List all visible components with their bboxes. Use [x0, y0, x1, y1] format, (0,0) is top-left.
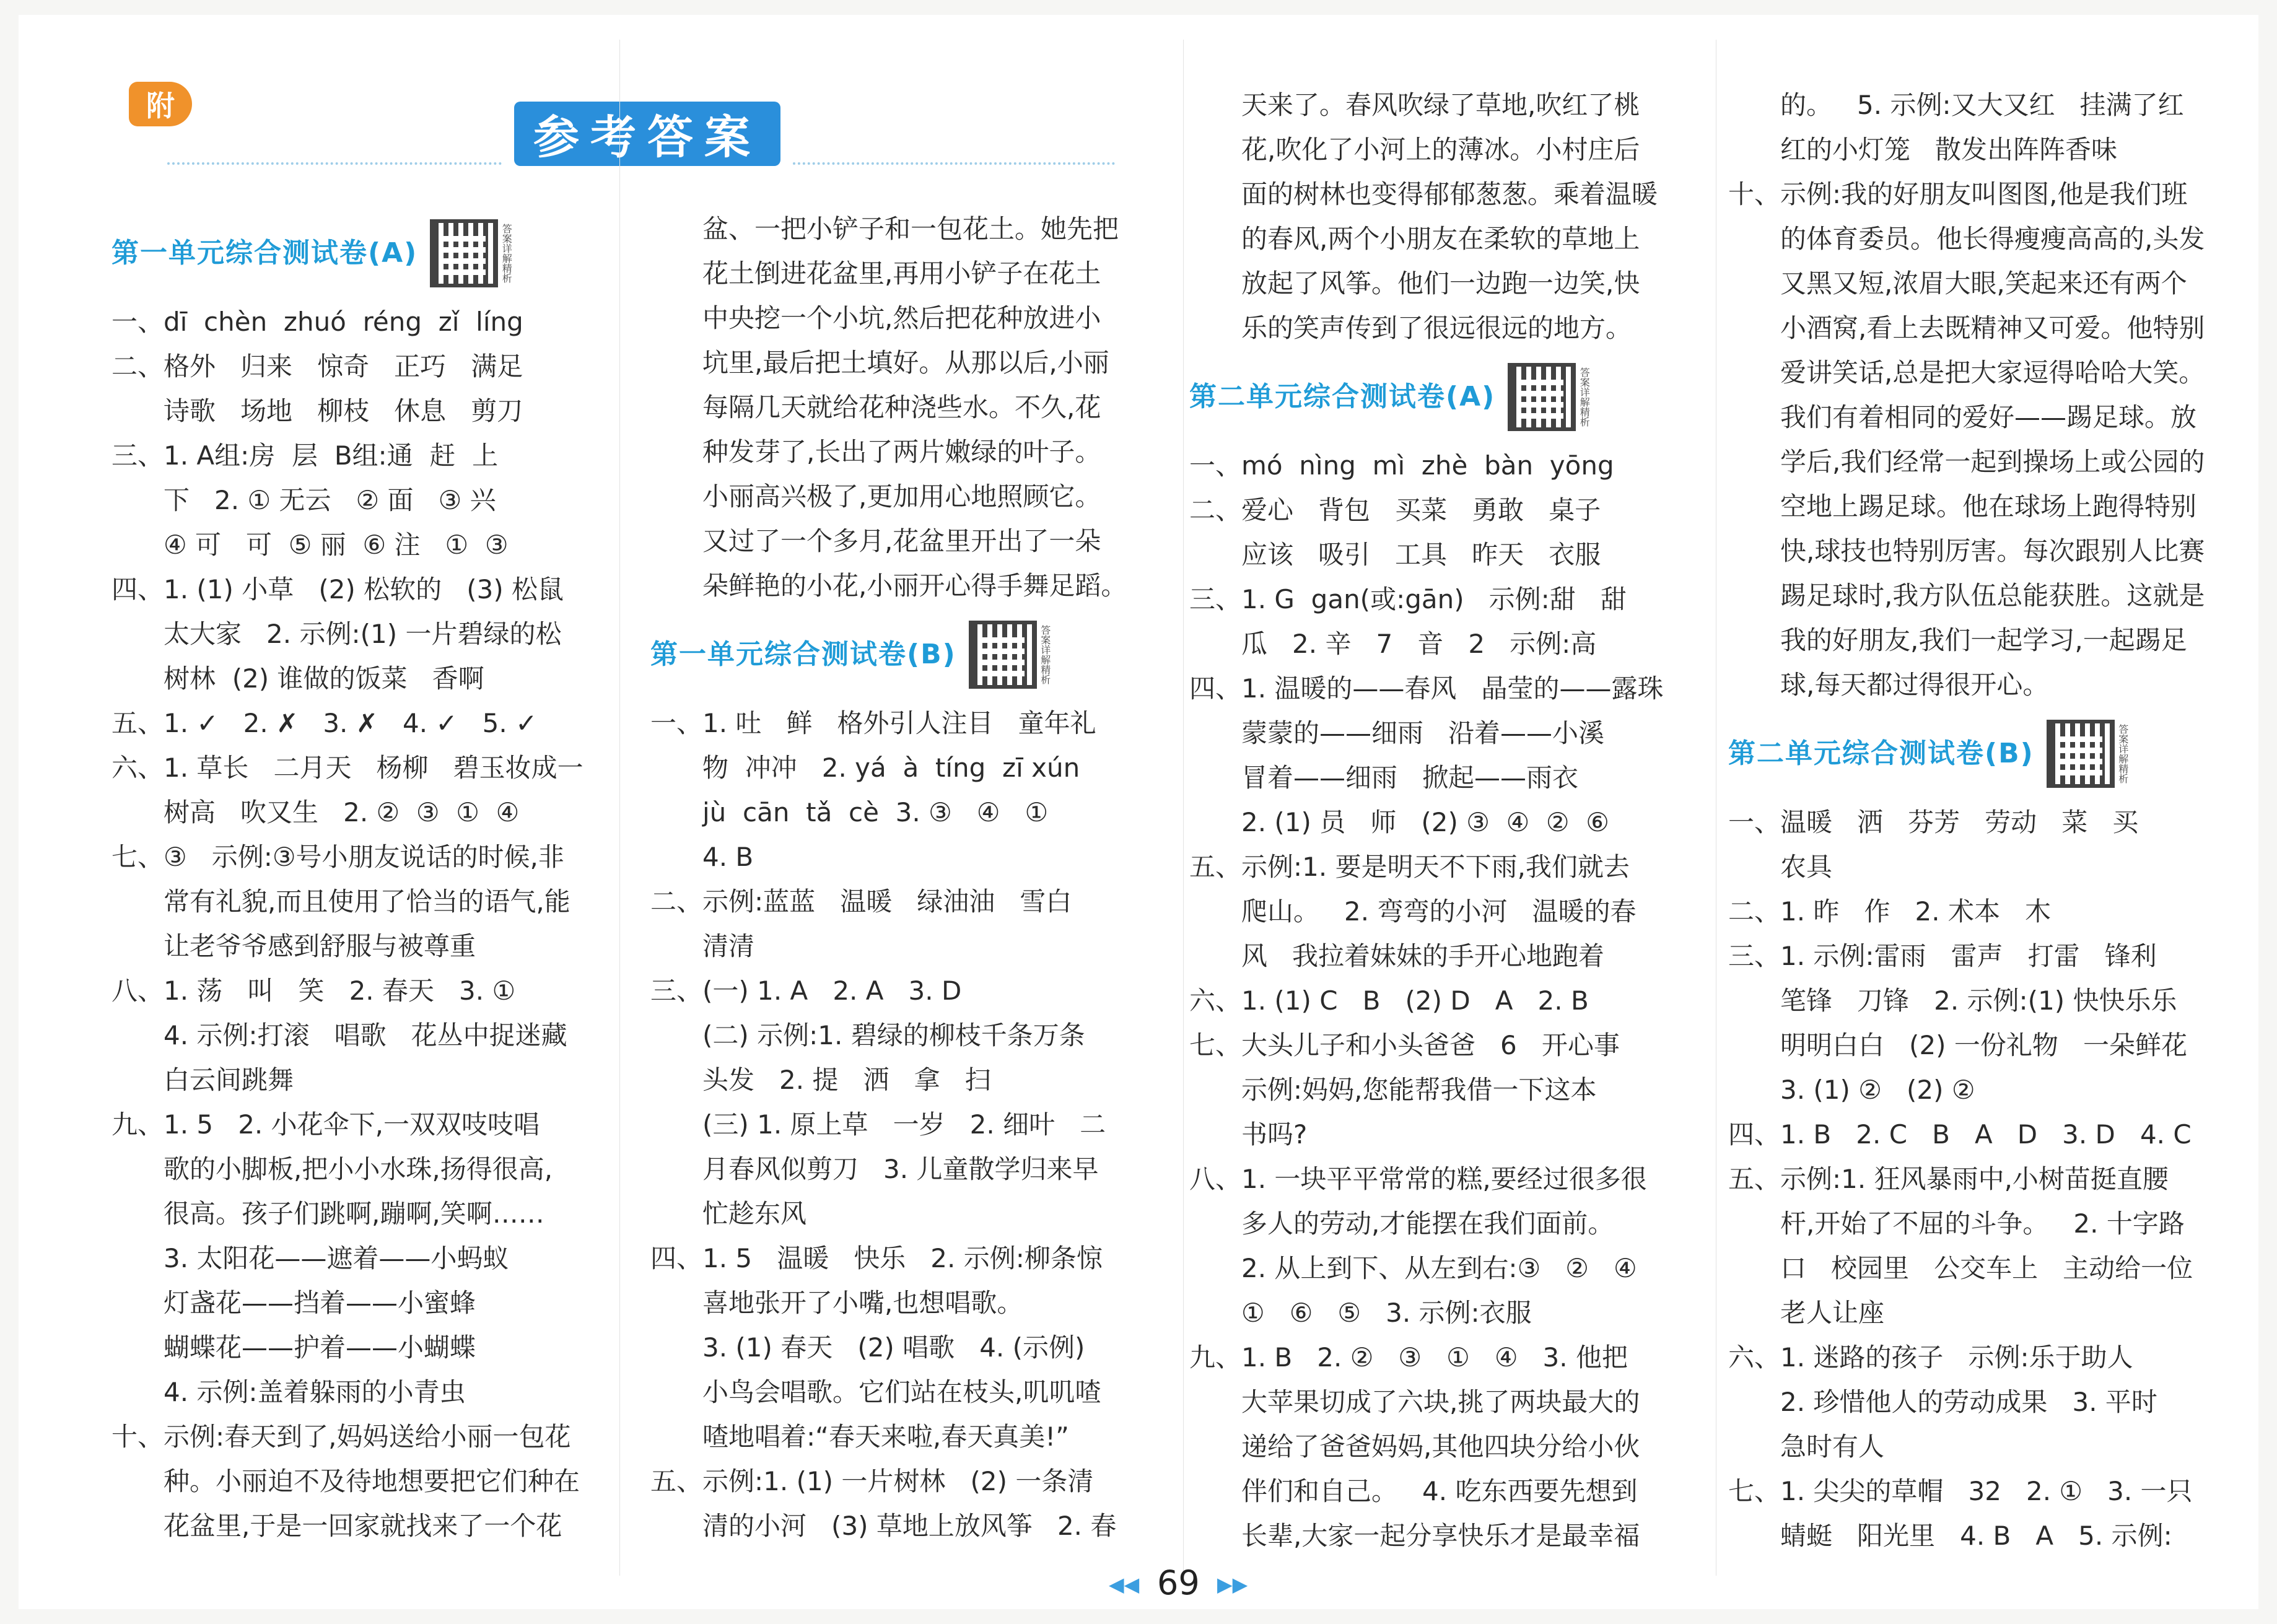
qr-code-tag: 答案详解精析 [2117, 724, 2129, 784]
answer-line: 头发 2. 提 洒 拿 扫 [702, 1065, 991, 1095]
answer-line: 应该 吸引 工具 昨天 衣服 [1241, 539, 1601, 570]
answer-line: ④ 可 可 ⑤ 丽 ⑥ 注 ① ③ [164, 530, 509, 560]
answer-line: 老人让座 [1780, 1298, 1885, 1328]
section-title: 第二单元综合测试卷(A) [1189, 381, 1496, 413]
answer-line: 树林 (2) 谁做的饭菜 香啊 [164, 663, 484, 694]
answer-line: 七、大头儿子和小头爸爸 6 开心事 [1189, 1030, 1620, 1060]
title-divider-right [793, 162, 1115, 165]
answer-line: 示例:妈妈,您能帮我借一下这本 [1241, 1075, 1597, 1105]
qr-code-tag: 答案详解精析 [1039, 625, 1051, 684]
answer-line: jù cān tǎ cè 3. ③ ④ ① [702, 797, 1049, 827]
answer-line: 朵鲜艳的小花,小丽开心得手舞足蹈。 [702, 570, 1127, 601]
qr-code-icon[interactable] [1508, 363, 1576, 431]
answer-line: 一、1. 吐 鲜 格外引人注目 童年礼 [650, 708, 1096, 738]
answer-column-4 [1728, 83, 2249, 1558]
answer-line: 清清 [702, 931, 755, 961]
answer-line: 让老爷爷感到舒服与被尊重 [164, 931, 476, 961]
answer-line: 书吗? [1241, 1119, 1308, 1150]
answer-line: 物 冲冲 2. yá à tíng zī xún [702, 753, 1080, 783]
answer-line: 笔锋 刀锋 2. 示例:(1) 快快乐乐 [1780, 985, 2177, 1016]
answer-line: 口 校园里 公交车上 主动给一位 [1780, 1253, 2193, 1283]
answer-line: 蒙蒙的——细雨 沿着——小溪 [1241, 718, 1605, 748]
answer-line: 下 2. ① 无云 ② 面 ③ 兴 [164, 485, 496, 515]
answer-line: 种。小丽迫不及待地想要把它们种在 [164, 1466, 580, 1496]
answer-line: 每隔几天就给花种浇些水。不久,花 [702, 392, 1101, 422]
answer-line: 空地上踢足球。他在球场上跑得特别 [1780, 491, 2197, 522]
answer-line: 树高 吹又生 2. ② ③ ① ④ [164, 797, 520, 827]
section-heading [650, 608, 1171, 701]
answer-line: 八、1. 荡 叫 笑 2. 春天 3. ① [111, 976, 516, 1006]
answer-line: 十、示例:春天到了,妈妈送给小丽一包花 [111, 1421, 571, 1452]
section-heading [1728, 707, 2249, 800]
answer-line: 4. B [702, 842, 754, 872]
answer-line: 小酒窝,看上去既精神又可爱。他特别 [1780, 313, 2205, 343]
answer-line: 球,每天都过得很开心。 [1780, 670, 2049, 700]
section-heading [1189, 351, 1710, 443]
answer-line: 歌的小脚板,把小小水珠,扬得很高, [164, 1154, 553, 1184]
answer-line: 中央挖一个小坑,然后把花种放进小 [702, 303, 1101, 333]
answer-line: 二、格外 归来 惊奇 正巧 满足 [111, 351, 523, 382]
title-divider-left [167, 162, 502, 165]
section-title: 第二单元综合测试卷(B) [1728, 738, 2034, 769]
answer-line: 二、示例:蓝蓝 温暖 绿油油 雪白 [650, 886, 1072, 917]
answer-line: 2. (1) 员 师 (2) ③ ④ ② ⑥ [1241, 807, 1609, 837]
answer-line: 五、示例:1. 要是明天不下雨,我们就去 [1189, 852, 1630, 882]
answer-line: 四、1. 温暖的——春风 晶莹的——露珠 [1189, 673, 1664, 704]
answer-line: 小丽高兴极了,更加用心地照顾它。 [702, 481, 1101, 512]
page-title: 参考答案 [514, 102, 780, 166]
answer-line: 一、温暖 洒 芬芳 劳动 菜 买 [1728, 807, 2139, 837]
answer-line: 花盆里,于是一回家就找来了一个花 [164, 1511, 562, 1541]
answer-line: 五、示例:1. 狂风暴雨中,小树苗挺直腰 [1728, 1164, 2169, 1194]
answer-line: 放起了风筝。他们一边跑一边笑,快 [1241, 268, 1640, 299]
qr-code-icon[interactable] [2047, 720, 2115, 788]
answer-line: 天来了。春风吹绿了草地,吹红了桃 [1241, 90, 1640, 120]
answer-line: 3. (1) 春天 (2) 唱歌 4. (示例) [702, 1332, 1085, 1363]
answer-line: 很高。孩子们跳啊,蹦啊,笑啊…… [164, 1198, 544, 1229]
answer-line: 学后,我们经常一起到操场上或公园的 [1780, 447, 2205, 477]
answer-line: 灯盏花——挡着——小蜜蜂 [164, 1288, 476, 1318]
qr-code-icon[interactable] [969, 621, 1037, 689]
answer-line: 五、示例:1. (1) 一片树林 (2) 一条清 [650, 1466, 1094, 1496]
answer-line: 清的小河 (3) 草地上放风筝 2. 春 [702, 1511, 1117, 1541]
answer-line: 急时有人 [1780, 1431, 1885, 1462]
answer-line: 2. 从上到下、从左到右:③ ② ④ [1241, 1253, 1637, 1283]
answer-line: 三、1. 示例:雷雨 雷声 打雷 锋利 [1728, 941, 2157, 971]
answer-line: 八、1. 一块平平常常的糕,要经过很多很 [1189, 1164, 1647, 1194]
answer-line: 大苹果切成了六块,挑了两块最大的 [1241, 1387, 1640, 1417]
answer-line: 杆,开始了不屈的斗争。 2. 十字路 [1780, 1208, 2185, 1239]
section-heading [111, 207, 632, 300]
answer-line: 三、1. A组:房 层 B组:通 赶 上 [111, 440, 499, 471]
answer-line: 花,吹化了小河上的薄冰。小村庄后 [1241, 134, 1640, 165]
answer-line: 我们有着相同的爱好——踢足球。放 [1780, 402, 2197, 432]
section-title: 第一单元综合测试卷(A) [111, 237, 418, 269]
answer-line: 四、1. 5 温暖 快乐 2. 示例:柳条惊 [650, 1243, 1103, 1273]
answer-line: 递给了爸爸妈妈,其他四块分给小伙 [1241, 1431, 1640, 1462]
column-separator [1183, 40, 1184, 1576]
qr-code-icon[interactable] [430, 219, 498, 287]
answer-line: 一、mó nìng mì zhè bàn yōng [1189, 450, 1614, 481]
answer-line: 伴们和自己。 4. 吃东西要先想到 [1241, 1476, 1638, 1506]
answer-line: 踢足球时,我方队伍总能获胜。这就是 [1780, 580, 2205, 611]
answer-line: 长辈,大家一起分享快乐才是最幸福 [1241, 1521, 1640, 1551]
answer-line: 3. 太阳花——遮着——小蚂蚁 [164, 1243, 509, 1273]
answer-line: 的。 5. 示例:又大又红 挂满了红 [1780, 90, 2184, 120]
answer-line: 小鸟会唱歌。它们站在枝头,叽叽喳 [702, 1377, 1101, 1407]
answer-column-3 [1189, 83, 1710, 1558]
answer-line: 四、1. B 2. C B A D 3. D 4. C [1728, 1119, 2192, 1150]
answer-line: 蜻蜓 阳光里 4. B A 5. 示例: [1780, 1521, 2172, 1551]
answer-column-1 [111, 207, 632, 1548]
answer-line: 又过了一个多月,花盆里开出了一朵 [702, 526, 1101, 556]
answer-line: 三、(一) 1. A 2. A 3. D [650, 976, 962, 1006]
answer-line: 3. (1) ② (2) ② [1780, 1075, 1975, 1105]
answer-line: 农具 [1780, 852, 1833, 882]
answer-line: 七、③ 示例:③号小朋友说话的时候,非 [111, 842, 564, 872]
answer-line: 七、1. 尖尖的草帽 32 2. ① 3. 一只 [1728, 1476, 2193, 1506]
answer-line: 十、示例:我的好朋友叫图图,他是我们班 [1728, 179, 2188, 209]
answer-line: 瓜 2. 辛 7 音 2 示例:高 [1241, 629, 1597, 659]
qr-code-tag: 答案详解精析 [500, 224, 513, 283]
answer-line: 六、1. (1) C B (2) D A 2. B [1189, 985, 1589, 1016]
answer-line: 的春风,两个小朋友在柔软的草地上 [1241, 224, 1640, 254]
answer-line: 红的小灯笼 散发出阵阵香味 [1780, 134, 2118, 165]
answer-line: 二、爱心 背包 买菜 勇敢 桌子 [1189, 495, 1601, 525]
answer-line: 爱讲笑话,总是把大家逗得哈哈大笑。 [1780, 357, 2205, 388]
answer-line: 快,球技也特别厉害。每次跟别人比赛 [1780, 536, 2205, 566]
answer-line: 乐的笑声传到了很远很远的地方。 [1241, 313, 1632, 343]
answer-line: 蝴蝶花——护着——小蝴蝶 [164, 1332, 476, 1363]
page-number: 69 [1157, 1563, 1200, 1602]
answer-line: 多人的劳动,才能摆在我们面前。 [1241, 1208, 1614, 1239]
answer-page [19, 15, 2258, 1609]
next-page-arrow-icon[interactable]: ▶▶ [1217, 1573, 1248, 1596]
answer-line: 九、1. 5 2. 小花伞下,一双双吱吱唱 [111, 1109, 540, 1140]
answer-line: 花土倒进花盆里,再用小铲子在花土 [702, 258, 1101, 289]
answer-line: (三) 1. 原上草 一岁 2. 细叶 二 [702, 1109, 1106, 1140]
answer-line: 二、1. 昨 作 2. 术本 木 [1728, 896, 2052, 927]
answer-line: 种发芽了,长出了两片嫩绿的叶子。 [702, 437, 1101, 467]
answer-line: 坑里,最后把土填好。从那以后,小丽 [702, 347, 1109, 378]
answer-line: 2. 珍惜他人的劳动成果 3. 平时 [1780, 1387, 2157, 1417]
answer-line: 我的好朋友,我们一起学习,一起踢足 [1780, 625, 2187, 655]
answer-line: 爬山。 2. 弯弯的小河 温暖的春 [1241, 896, 1637, 927]
answer-line: 三、1. G gan(或:gān) 示例:甜 甜 [1189, 584, 1627, 614]
answer-line: 忙趁东风 [702, 1198, 807, 1229]
answer-column-2 [650, 207, 1171, 1548]
answer-line: 又黑又短,浓眉大眼,笑起来还有两个 [1780, 268, 2187, 299]
appendix-badge: 附 [129, 82, 192, 126]
answer-line: 四、1. (1) 小草 (2) 松软的 (3) 松鼠 [111, 574, 564, 605]
answer-line: ① ⑥ ⑤ 3. 示例:衣服 [1241, 1298, 1532, 1328]
answer-line: 六、1. 草长 二月天 杨柳 碧玉妆成一 [111, 753, 583, 783]
prev-page-arrow-icon[interactable]: ◀◀ [1109, 1573, 1140, 1596]
answer-line: 盆、一把小铲子和一包花土。她先把 [702, 214, 1119, 244]
answer-line: 六、1. 迷路的孩子 示例:乐于助人 [1728, 1342, 2133, 1373]
section-title: 第一单元综合测试卷(B) [650, 639, 956, 670]
answer-line: 喳地唱着:“春天来啦,春天真美!” [702, 1421, 1069, 1452]
answer-line: (二) 示例:1. 碧绿的柳枝千条万条 [702, 1020, 1085, 1050]
answer-line: 九、1. B 2. ② ③ ① ④ 3. 他把 [1189, 1342, 1628, 1373]
answer-line: 风 我拉着妹妹的手开心地跑着 [1241, 941, 1605, 971]
answer-line: 喜地张开了小嘴,也想唱歌。 [702, 1288, 1023, 1318]
answer-line: 太大家 2. 示例:(1) 一片碧绿的松 [164, 619, 562, 649]
answer-line: 4. 示例:盖着躲雨的小青虫 [164, 1377, 466, 1407]
answer-line: 4. 示例:打滚 唱歌 花丛中捉迷藏 [164, 1020, 567, 1050]
answer-line: 诗歌 场地 柳枝 休息 剪刀 [164, 396, 523, 426]
answer-line: 面的树林也变得郁郁葱葱。乘着温暖 [1241, 179, 1658, 209]
answer-line: 的体育委员。他长得瘦瘦高高的,头发 [1780, 224, 2205, 254]
answer-line: 冒着——细雨 掀起——雨衣 [1241, 762, 1579, 793]
answer-line: 明明白白 (2) 一份礼物 一朵鲜花 [1780, 1030, 2187, 1060]
qr-code-tag: 答案详解精析 [1578, 367, 1591, 427]
answer-line: 五、1. ✓ 2. ✗ 3. ✗ 4. ✓ 5. ✓ [111, 708, 538, 738]
answer-line: 白云间跳舞 [164, 1065, 294, 1095]
answer-line: 一、dī chèn zhuó réng zǐ líng [111, 307, 523, 337]
answer-line: 月春风似剪刀 3. 儿童散学归来早 [702, 1154, 1099, 1184]
answer-line: 常有礼貌,而且使用了恰当的语气,能 [164, 886, 570, 917]
